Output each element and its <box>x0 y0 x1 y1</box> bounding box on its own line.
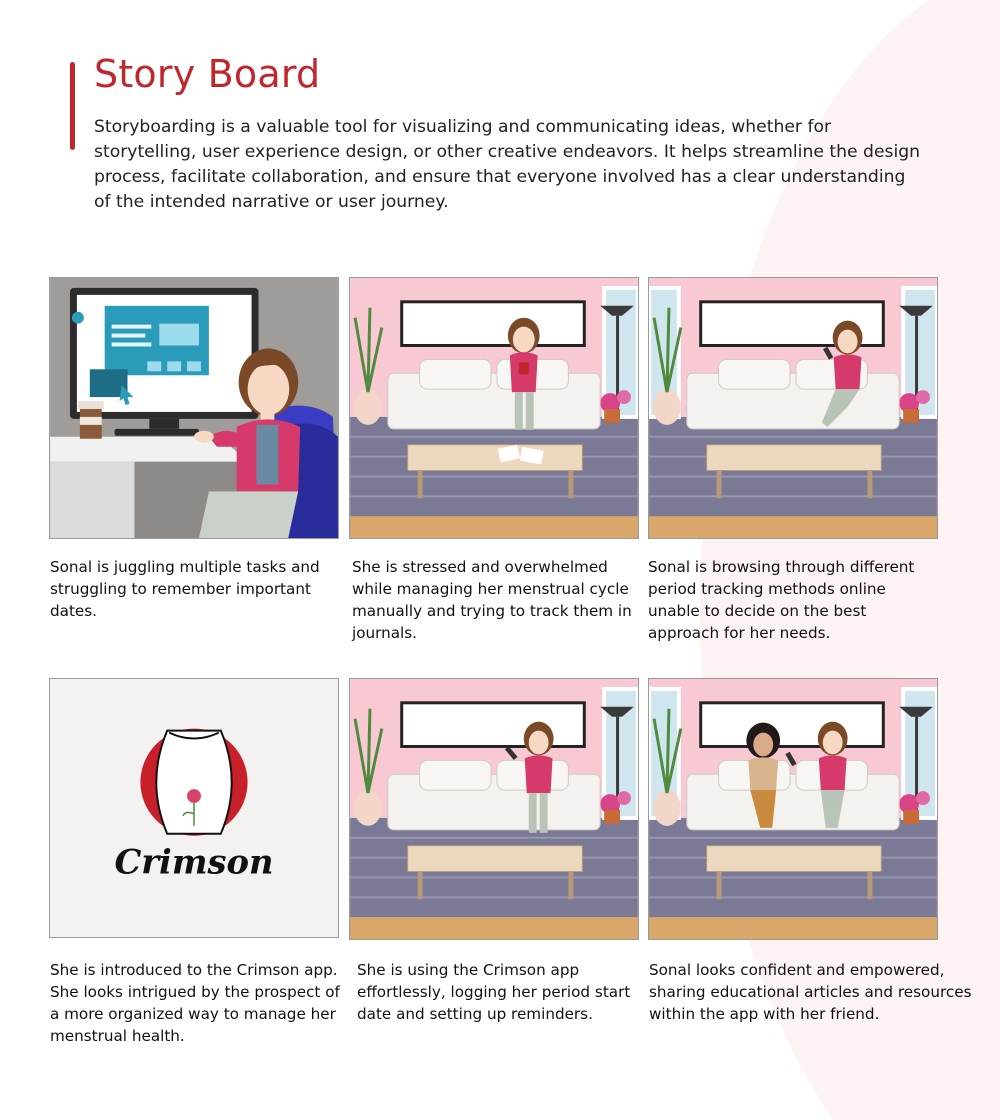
living-room-papers-illustration <box>350 278 638 538</box>
living-room-friends-illustration <box>649 679 937 939</box>
crimson-logo-text: Crimson <box>114 841 274 882</box>
panel-6-caption: Sonal looks confident and empowered, sharing educational articles and resources within the app with her friend. <box>649 961 972 1023</box>
panel-3-caption: Sonal is browsing through different period tracking methods online unable to decide on the best approach for her needs. <box>648 558 915 642</box>
office-scene-illustration <box>50 278 338 538</box>
living-room-browsing-illustration <box>649 278 937 538</box>
crimson-logo-illustration <box>50 679 338 937</box>
page-title: Story Board <box>94 52 321 96</box>
panel-4-caption: She is introduced to the Crimson app. She looks intrigued by the prospect of a more organized way to manage her menstrual health. <box>50 961 340 1045</box>
panel-5-caption: She is using the Crimson app effortlessly, logging her period start date and setting up reminders. <box>357 961 631 1023</box>
story-panel-4 <box>49 678 339 938</box>
panel-1-caption: Sonal is juggling multiple tasks and struggling to remember important dates. <box>50 558 320 620</box>
panel-2-caption: She is stressed and overwhelmed while managing her menstrual cycle manually and trying to track them in journals. <box>352 558 632 642</box>
living-room-app-use-illustration <box>350 679 638 939</box>
story-panel-5 <box>349 678 639 940</box>
story-panel-2 <box>349 277 639 539</box>
story-panel-3 <box>648 277 938 539</box>
story-panel-6 <box>648 678 938 940</box>
story-panel-1 <box>49 277 339 539</box>
intro-paragraph: Storyboarding is a valuable tool for visualizing and communicating ideas, whether for storytelling, user experience design, or other creative endeavors. It helps streamline the design process, facilitate collaboration, and ensure that everyone involved has a clear understanding of the intended narrative or user journey. <box>94 117 921 212</box>
title-accent-bar <box>70 62 75 150</box>
